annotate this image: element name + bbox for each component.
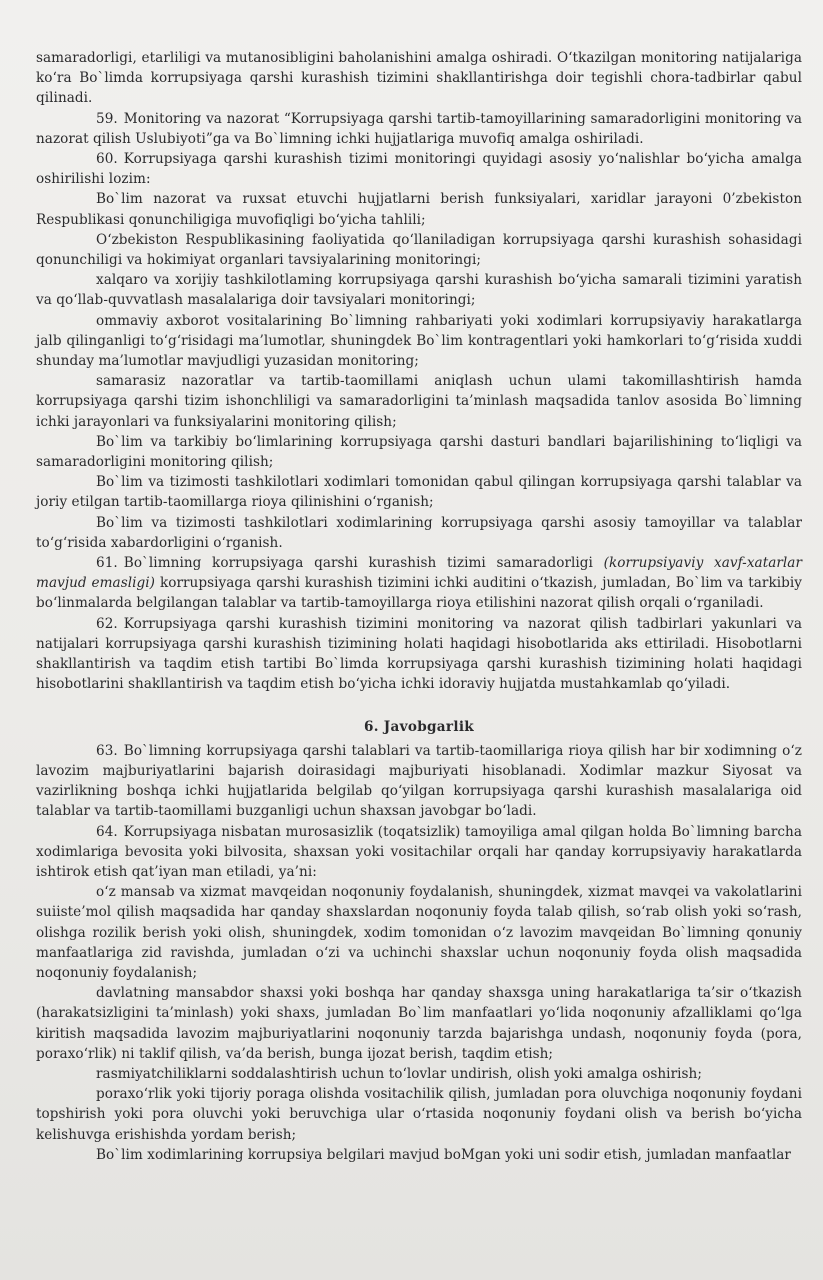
paragraph-number: 62. [96, 615, 118, 632]
paragraph-59 [36, 109, 802, 149]
document-body [36, 48, 802, 1165]
list-item: O‘zbekiston Respublikasining faoliyatida qo‘llaniladigan korrupsiyaga qarshi kurashish sohasidagi qonunchiligi va hokimiyat organlari tavsiyalarining monitoringi; [36, 231, 802, 269]
paragraph-text: Bo`limning korrupsiyaga qarshi kurashish tizimi samaradorligi [123, 555, 593, 572]
list-item: samarasiz nazoratlar va tartib-taomillami aniqlash uchun ulami takomillashtirish hamda korrupsiyaga qarshi tizim ishonchliligi va samaradorligini ta’minlash maqsadida tanlov asosida Bo`limning ichki jarayonlari va funksiyalarini monitoring qilish; [36, 373, 802, 430]
paragraph-text: Korrupsiyaga qarshi kurashish tizimi monitoringi quyidagi asosiy yo‘nalishlar bo‘yicha amalga oshirilishi lozim: [36, 151, 802, 188]
paragraph-number: 59. [96, 110, 118, 127]
section-heading: 6. Javobgarlik [363, 718, 475, 735]
paragraph-64 [36, 822, 802, 883]
list-item: Bo`lim va tizimosti tashkilotlari xodimlari tomonidan qabul qilingan korrupsiyaga qarshi talablar va joriy etilgan tartib-taomillarga rioya qilinishini o‘rganish; [36, 474, 802, 511]
list-item: o‘z mansab va xizmat mavqeidan noqonuniy foydalanish, shuningdek, xizmat mavqei va vakolatlarini suiiste’mol qilish maqsadida har qanday shaxslardan noqonuniy foyda talab qilish, so‘rab olish yoki so‘rash, olishga rozilik berish yoki olish, shuningdek, xodim tomonidan o‘z lavozim mavqeidan Bo`limning qonuniy manfaatlariga zid ravishda, jumladan o‘zi va uchinchi shaxslar uchun noqonuniy foyda olish maqsadida noqonuniy foydalanish; [36, 884, 802, 981]
italic-note: (korrupsiyaviy xavf-xatarlar mavjud emasligi) [36, 555, 803, 592]
paragraph-text: korrupsiyaga qarshi kurashish tizimini ichki auditini o‘tkazish, jumladan, Bo`lim va tarkibiy bo‘linmalarda belgilangan talablar va tartib-tamoyillarga rioya etilishini nazorat qilish orqali o‘rganiladi. [36, 575, 803, 612]
paragraph-text: Korrupsiyaga qarshi kurashish tizimini monitoring va nazorat qilish tadbirlari yakunlari va natijalari korrupsiyaga qarshi kurashish tizimining holati haqidagi hisobotlarida aks ettiriladi. Hisobotlarni shakllantirish va taqdim etish tartibi Bo`limda korrupsiyaga qarshi kurashish tizimining holati haqidagi hisobotlarini shakllantirish va taqdim etish bo‘yicha ichki idoraviy hujjatda mustahkamlab qo‘yiladi. [36, 615, 802, 693]
paragraph-63 [36, 741, 802, 822]
list-item: Bo`lim va tarkibiy bo‘limlarining korrupsiyaga qarshi dasturi bandlari bajarilishining to‘liqligi va samaradorligini monitoring qilish; [36, 433, 802, 471]
list-item: Bo`lim xodimlarining korrupsiya belgilari mavjud boMgan yoki uni sodir etish, jumladan manfaatlar [96, 1146, 791, 1163]
list-item: ommaviy axborot vositalarining Bo`limning rahbariyati yoki xodimlari korrupsiyaviy harakatlarga jalb qilinganligi to‘g‘risidagi ma’lumotlar, shuningdek Bo`lim kontragentlari yoki hamkorlari to‘g‘risida xuddi shunday ma’lumotlar mavjudligi yuzasidan monitoring; [36, 312, 802, 370]
paragraph-number: 60. [96, 151, 118, 168]
paragraph-62 [36, 614, 802, 695]
paragraph-number: 64. [96, 823, 118, 840]
paragraph-number: 61. [96, 555, 118, 572]
paragraph-61 [36, 553, 802, 614]
paragraph-number: 63. [96, 742, 118, 759]
paragraph-text: Monitoring va nazorat “Korrupsiyaga qarshi tartib-tamoyillarining samaradorligini monitoring va nazorat qilish Uslubiyoti”ga va Bo`limning ichki hujjatlariga muvofiq amalga oshiriladi. [36, 110, 802, 147]
paragraph-text: Bo`limning korrupsiyaga qarshi talablari va tartib-taomillariga rioya qilish har bir xodimning o‘z lavozim majburiyatlarini bajarish doirasidagi majburiyati hisoblanadi. Xodimlar mazkur Siyosat va vazirlikning boshqa ichki hujjatlarida belgilab qo‘yilgan korrupsiyaga qarshi kurashish masalalariga oid talablar va tartib-taomillami buzganligi uchun shaxsan javobgar bo‘ladi. [36, 742, 802, 820]
list-item: poraxo‘rlik yoki tijoriy poraga olishda vositachilik qilish, jumladan pora oluvchiga noqonuniy foydani topshirish yoki pora oluvchi yoki beruvchiga ular o‘rtasida noqonuniy foydani olish va berish bo‘yicha kelishuvga erishishda yordam berish; [36, 1086, 802, 1143]
list-item: xalqaro va xorijiy tashkilotlaming korrupsiyaga qarshi kurashish bo‘yicha samarali tizimini yaratish va qo‘llab-quvvatlash masalalariga doir tavsiyalari monitoringi; [36, 272, 802, 309]
paragraph-60 [36, 149, 802, 189]
paragraph-text: Korrupsiyaga nisbatan murosasizlik (toqatsizlik) tamoyiliga amal qilgan holda Bo`limning barcha xodimlariga bevosita yoki bilvosita, shaxsan yoki vositachilar orqali har qanday korrupsiyaviy harakatlarda ishtirok etish qat’iyan man etiladi, ya’ni: [36, 823, 802, 880]
list-item: rasmiyatchiliklarni soddalashtirish uchun to‘lovlar undirish, olish yoki amalga oshirish; [96, 1065, 702, 1082]
list-item: Bo`lim va tizimosti tashkilotlari xodimlarining korrupsiyaga qarshi asosiy tamoyillar va talablar to‘g‘risida xabardorligini o‘rganish. [36, 514, 802, 551]
intro-paragraph: samaradorligi, etarliligi va mutanosibligini baholanishini amalga oshiradi. O‘tkazilgan monitoring natijalariga ko‘ra Bo`limda korrupsiyaga qarshi kurashish tizimini shakllantirishga doir tegishli chora-tadbirlar qabul qilinadi. [36, 50, 802, 107]
list-item: davlatning mansabdor shaxsi yoki boshqa har qanday shaxsga uning harakatlariga ta’sir o‘tkazish (harakatsizligini ta’minlash) yoki shaxs, jumladan Bo`lim manfaatlari yo‘lida noqonuniy afzalliklami qo‘lga kiritish maqsadida lavozim majburiyatlarini noqonuniy tarzda bajarishga undash, noqonuniy foyda (pora, poraxo‘rlik) ni taklif qilish, va’da berish, bunga ijozat berish, taqdim etish; [36, 985, 802, 1062]
list-item: Bo`lim nazorat va ruxsat etuvchi hujjatlarni berish funksiyalari, xaridlar jarayoni 0’zbekiston Respublikasi qonunchiligiga muvofiqligi bo‘yicha tahlili; [36, 191, 802, 228]
